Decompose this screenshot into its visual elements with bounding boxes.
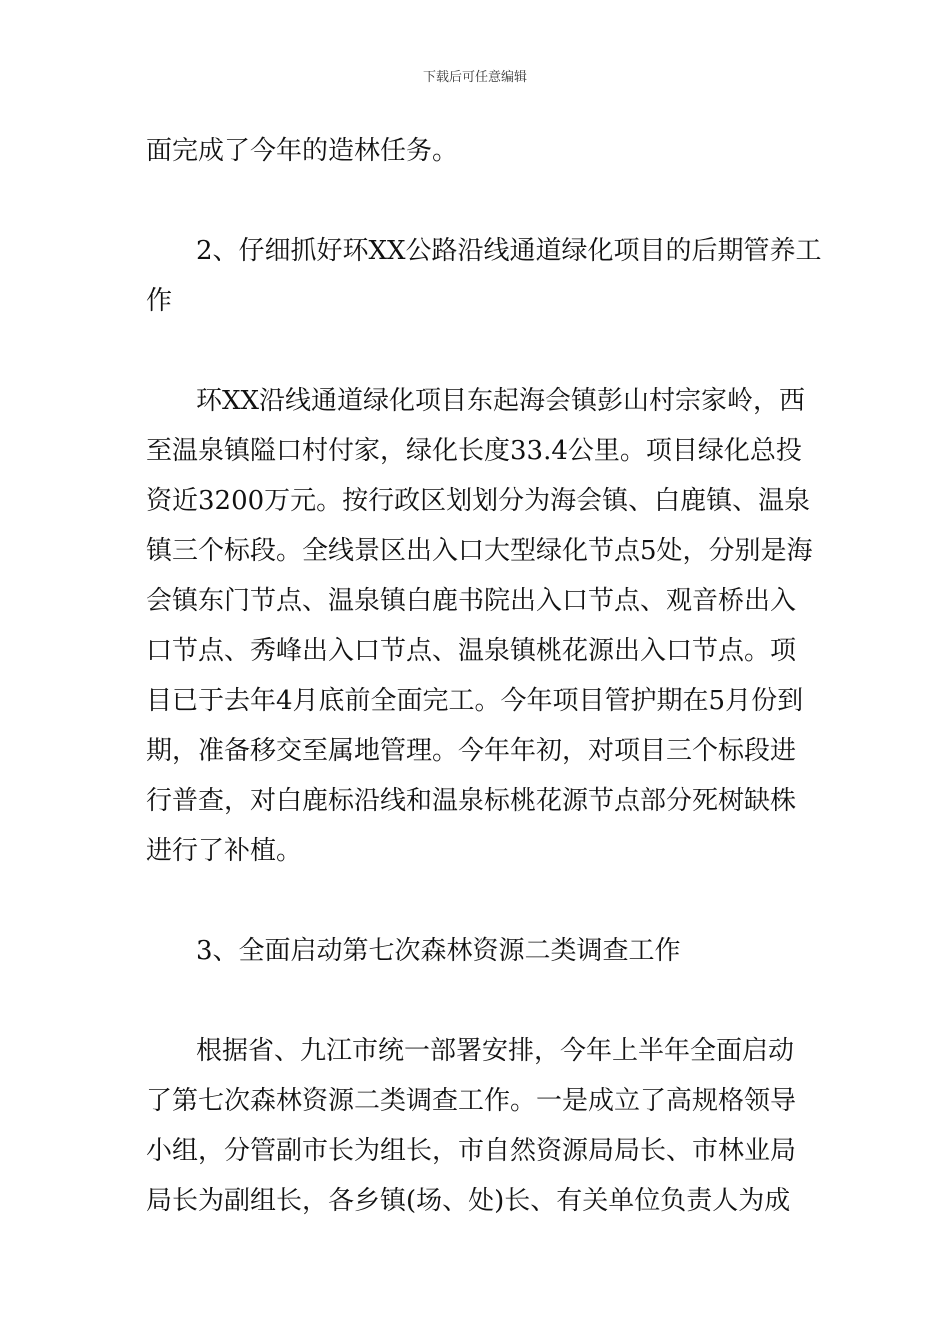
text-line: 了第七次森林资源二类调查工作。一是成立了高规格领导 [146,1086,797,1116]
text-line: 环XX沿线通道绿化项目东起海会镇彭山村宗家岭，西 [196,386,806,416]
page-header: 下载后可任意编辑 [422,70,527,85]
text-line: 口节点、秀峰出入口节点、温泉镇桃花源出入口节点。项 [146,636,797,666]
text-line: 目已于去年4月底前全面完工。今年项目管护期在5月份到 [146,686,804,716]
text-line: 作 [146,286,173,316]
text-line: 小组，分管副市长为组长，市自然资源局局长、市林业局 [146,1136,797,1166]
text-line: 行普查，对白鹿标沿线和温泉标桃花源节点部分死树缺株 [146,786,797,816]
text-line: 资近3200万元。按行政区划划分为海会镇、白鹿镇、温泉 [146,486,811,516]
text-line: 会镇东门节点、温泉镇白鹿书院出入口节点、观音桥出入 [146,586,797,616]
text-line: 局长为副组长，各乡镇(场、处)长、有关单位负责人为成 [146,1186,791,1216]
text-line: 根据省、九江市统一部署安排，今年上半年全面启动 [196,1036,795,1066]
section-heading: 2、仔细抓好环XX公路沿线通道绿化项目的后期管养工 [196,236,822,266]
text-line: 进行了补植。 [146,836,303,866]
text-line: 镇三个标段。全线景区出入口大型绿化节点5处，分别是海 [146,536,813,566]
text-line: 期，准备移交至属地管理。今年年初，对项目三个标段进 [146,736,797,766]
section-heading: 3、全面启动第七次森林资源二类调查工作 [196,936,681,966]
text-line: 面完成了今年的造林任务。 [146,136,459,166]
text-line: 至温泉镇隘口村付家，绿化长度33.4公里。项目绿化总投 [146,436,802,466]
